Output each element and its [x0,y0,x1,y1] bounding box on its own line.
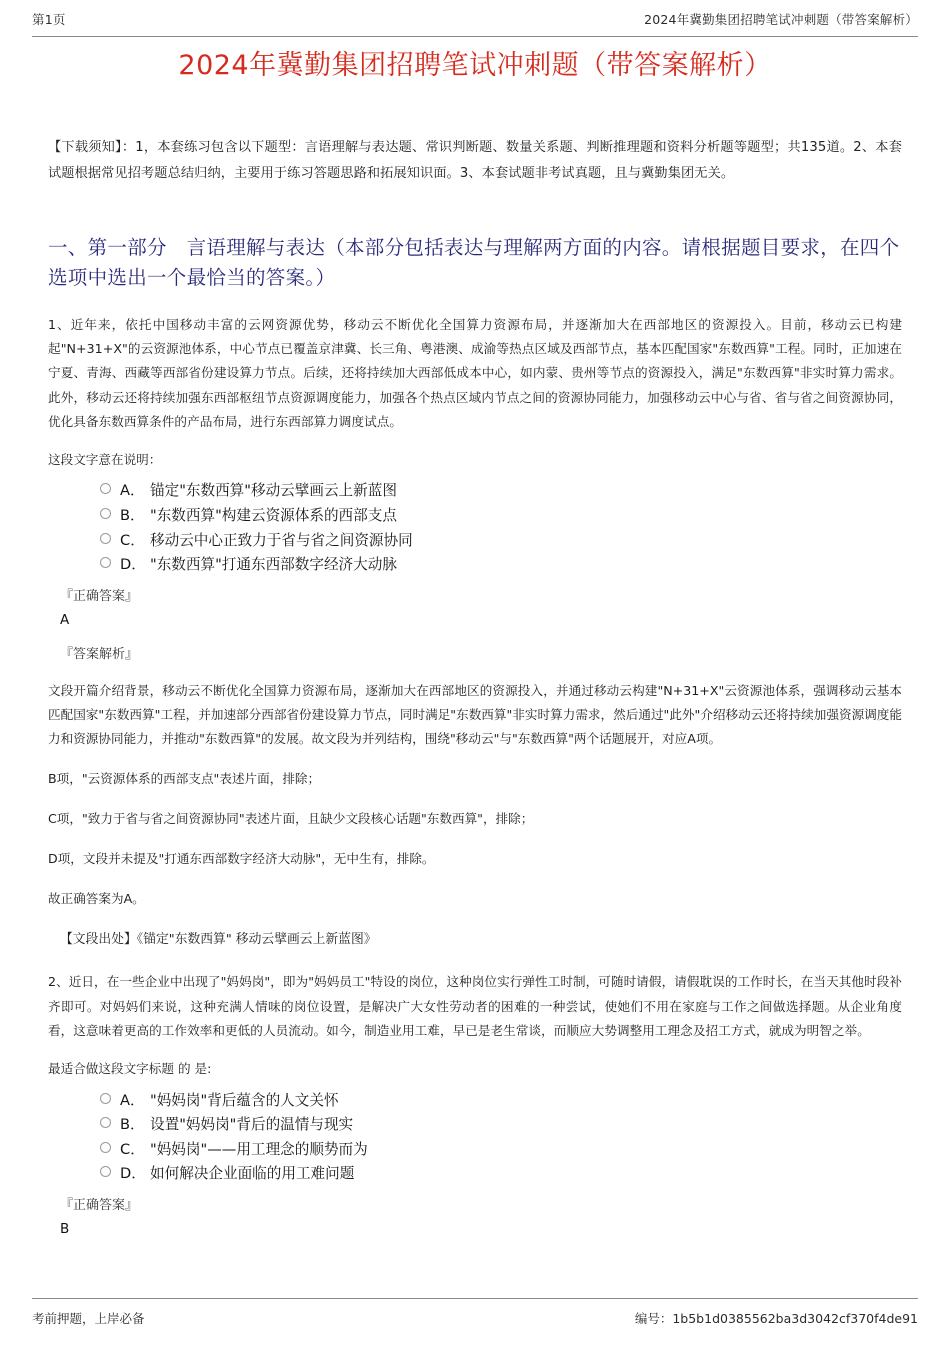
option-letter: A． [120,482,145,500]
question-1-source: 【文段出处】《锚定"东数西算" 移动云擘画云上新蓝图》 [60,931,377,947]
radio-button-icon[interactable] [100,533,111,544]
question-1-analysis [48,679,902,911]
option-text: "东数西算"构建云资源体系的西部支点 [150,506,397,524]
page-number-label: 第1页 [32,12,66,27]
analysis-item: B项，"云资源体系的西部支点"表述片面，排除； [48,771,321,787]
option-row[interactable] [100,531,902,549]
option-letter: B． [120,1116,145,1134]
option-row[interactable] [100,1118,902,1133]
option-text: 如何解决企业面临的用工难问题 [150,1165,355,1183]
question-block-2 [48,970,902,1240]
option-text: 设置"妈妈岗"背后的温情与现实 [150,1116,354,1134]
footer-code [635,1309,918,1327]
question-1-options [100,484,902,572]
option-text: "东数西算"打通东西部数字经济大动脉 [150,556,397,574]
question-2-answer-value: B [60,1220,70,1237]
analysis-conclusion: 故正确答案为A。 [48,890,145,906]
analysis-item: C项，"致力于省与省之间资源协同"表述片面，且缺少文段核心话题"东数西算"，排除； [48,810,534,826]
radio-button-icon[interactable] [100,1093,111,1104]
question-1-answer-label: 『正确答案』 [60,588,139,604]
option-letter: A． [120,1091,145,1109]
option-text: "妈妈岗"背后蕴含的人文关怀 [150,1091,339,1109]
radio-button-icon[interactable] [100,1142,111,1153]
option-row[interactable] [100,506,902,524]
question-2-answer-label: 『正确答案』 [60,1197,139,1213]
option-text: "妈妈岗"——用工理念的顺势而为 [150,1140,368,1158]
option-letter: D． [120,556,146,574]
header-document-reference: 2024年冀勤集团招聘笔试冲刺题（带答案解析） [644,12,918,27]
radio-button-icon[interactable] [100,557,111,568]
radio-button-icon[interactable] [100,508,111,519]
footer-slogan: 考前押题，上岸必备 [32,1311,145,1326]
question-block-1 [48,313,902,950]
section-heading-part-one: 一、第一部分 言语理解与表达（本部分包括表达与理解两方面的内容。请根据题目要求，在四个选项中选出一个最恰当的答案。） [48,235,900,289]
document-content [48,42,902,1240]
option-row[interactable] [100,558,902,573]
question-1-analysis-label: 『答案解析』 [60,647,139,663]
option-row[interactable] [100,1091,902,1109]
option-letter: B． [120,506,145,524]
question-2-body: 2、近日，在一些企业中出现了"妈妈岗"，即为"妈妈员工"特设的岗位，这种岗位实行弹性工时制，可随时请假，请假耽误的工作时长，在当天其他时段补齐即可。对妈妈们来说，这种充满人情味的岗位设置，是解决广大女性劳动者的困难的一种尝试，使她们不用在家庭与工作之间做选择题。从企业角度看，这意味着更高的工作效率和更低的人员流动。如今，制造业用工难，早已是老生常谈，而顺应大势调整用工理念及招工方式，就成为明智之举。 [48,974,902,1038]
download-notice: 【下载须知】：1，本套练习包含以下题型：言语理解与表达题、常识判断题、数量关系题、判断推理题和资料分析题等题型；共135道。2、本套试题根据常见招考题总结归纳，主要用于练习答题思路和拓展知识面。3、本套试题非考试真题，且与冀勤集团无关。 [48,140,902,181]
page-title: 2024年冀勤集团招聘笔试冲刺题（带答案解析） [178,50,772,81]
analysis-paragraph: 文段开篇介绍背景，移动云不断优化全国算力资源布局，逐渐加大在西部地区的资源投入，并通过移动云构建"N+31+X"云资源池体系，强调移动云基本匹配国家"东数西算"工程，并加速部分西部省份建设算力节点，同时满足"东数西算"非实时算力需求，然后通过"此外"介绍移动云还将持续加强资源调度能力和资源协同能力，并推动"东数西算"的发展。故文段为并列结构，围绕"移动云"与"东数西算"两个话题展开，对应A项。 [48,682,902,746]
option-text: 锚定"东数西算"移动云擘画云上新蓝图 [150,482,397,500]
radio-button-icon[interactable] [100,1117,111,1128]
question-1-prompt: 这段文字意在说明： [48,451,162,467]
option-letter: D． [120,1165,146,1183]
option-row[interactable] [100,1140,902,1158]
option-letter: C． [120,1140,145,1158]
page-footer [32,1298,918,1327]
option-row[interactable] [100,484,902,499]
option-row[interactable] [100,1167,902,1182]
footer-code-label: 编号： [634,1311,673,1326]
question-1-answer-value: A [60,611,70,628]
option-text: 移动云中心正致力于省与省之间资源协同 [150,531,413,549]
radio-button-icon[interactable] [100,1166,111,1177]
page-header [32,10,918,37]
option-letter: C． [120,531,145,549]
footer-code-value: 1b5b1d0385562ba3d3042cf370f4de91 [672,1311,918,1326]
analysis-item: D项，文段并未提及"打通东西部数字经济大动脉"，无中生有，排除。 [48,850,435,866]
question-2-options [100,1091,902,1183]
question-2-prompt: 最适合做这段文字标题 的 是: [48,1061,212,1076]
radio-button-icon[interactable] [100,483,111,494]
question-1-body: 1、近年来，依托中国移动丰富的云网资源优势，移动云不断优化全国算力资源布局，并逐渐加大在西部地区的资源投入。目前，移动云已构建起"N+31+X"的云资源池体系，中心节点已覆盖京津冀、长三角、粤港澳、成渝等热点区域及西部节点，基本匹配国家"东数西算"工程。同时，正加速在宁夏、青海、西藏等西部省份建设算力节点。后续，还将持续加大西部低成本中心，如内蒙、贵州等节点的资源投入，满足"东数西算"非实时算力需求。此外，移动云还将持续加强东西部枢纽节点资源调度能力，加强各个热点区域内节点之间的资源协同能力，加强移动云中心与省、省与省之间资源协同，优化具备东数西算条件的产品布局，进行东西部算力调度试点。 [48,317,902,429]
